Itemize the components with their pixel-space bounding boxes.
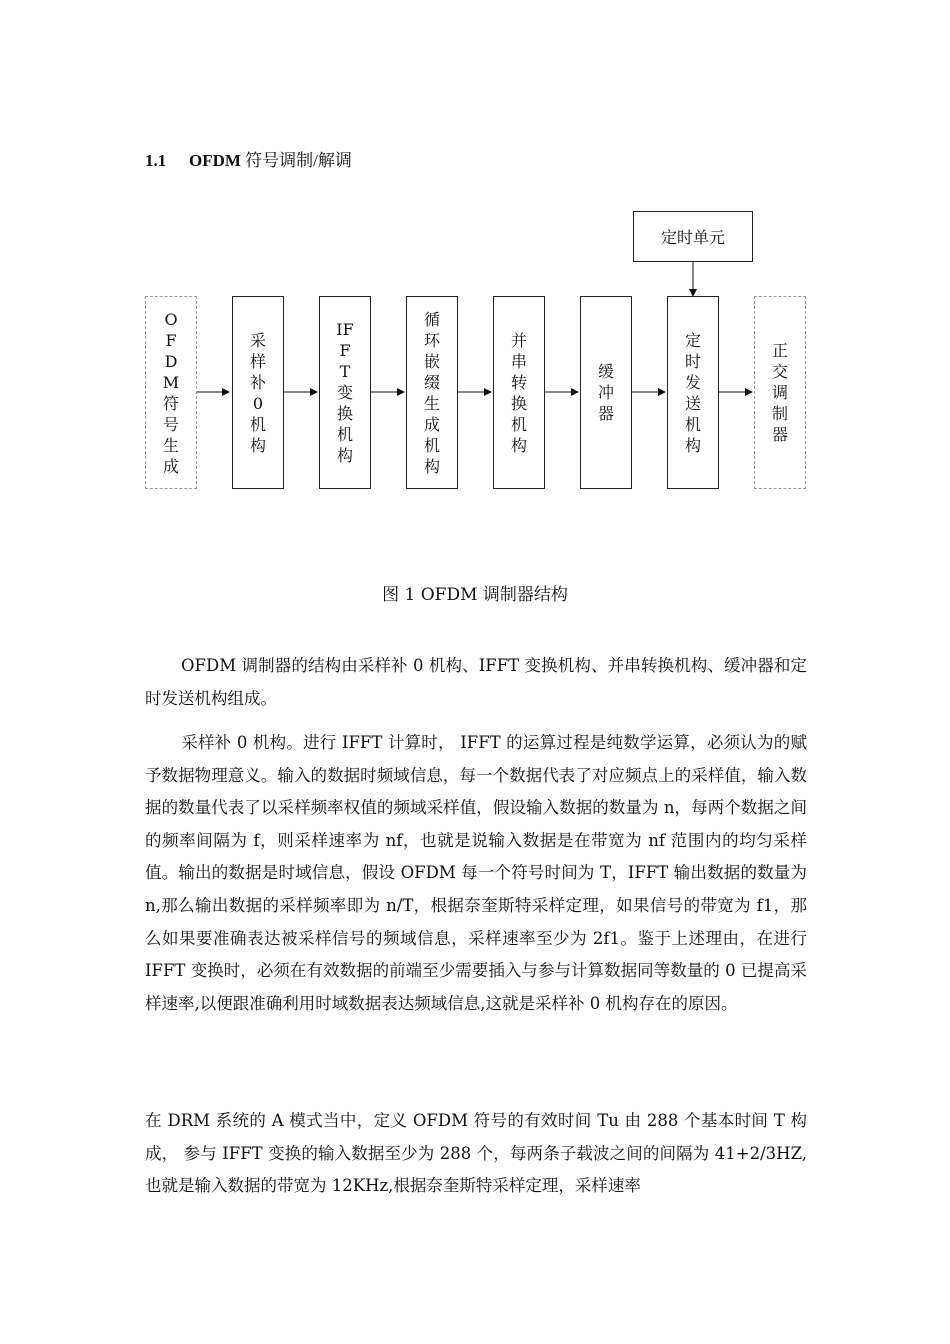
block-label: IFFT变换机构	[336, 320, 354, 465]
diagram-arrows	[0, 0, 950, 560]
block-parallel-serial	[493, 296, 545, 489]
block-quadrature-modulator	[754, 296, 806, 489]
block-label: 定时发送机构	[684, 330, 701, 455]
block-buffer	[580, 296, 632, 489]
paragraph-text: OFDM 调制器的结构由采样补 0 机构、IFFT 变换机构、并串转换机构、缓冲器和定时发送机构组成。	[145, 656, 807, 708]
section-title-bold: OFDM	[189, 151, 241, 170]
block-ofdm-symbol-gen	[145, 296, 197, 489]
paragraph-text: 采样补 0 机构。进行 IFFT 计算时， IFFT 的运算过程是纯数学运算，必须认为的赋予数据物理意义。输入的数据时频域信息，每一个数据代表了对应频点上的采样值，输入数据的数量代表了以采样频率权值的频域采样值，假设输入数据的数量为 n，每两个数据之间的频率间隔为 f，则采样速率为 nf，也就是说输入数据是在带宽为 nf 范围内的均匀采样值。输出的数据是时域信息，假设 OFDM 每一个符号时间为 T，IFFT 输出数据的数量为 n,那么输出数据的采样频率即为 n/T，根据奈奎斯特采样定理，如果信号的带宽为 f1，那么如果要准确表达被采样信号的频域信息，采样速率至少为 2f1。鉴于上述理由，在进行 IFFT 变换时，必须在有效数据的前端至少需要插入与参与计算数据同等数量的 0 已提高采样速率,以便跟准确利用时域数据表达频域信息,这就是采样补 0 机构存在的原因。	[145, 733, 807, 1013]
block-timed-send	[667, 296, 719, 489]
block-ifft	[319, 296, 371, 489]
paragraph-text: 在 DRM 系统的 A 模式当中，定义 OFDM 符号的有效时间 Tu 由 288 个基本时间 T 构成， 参与 IFFT 变换的输入数据至少为 288 个，每两条子载波之间的间隔为 41+2/3HZ, 也就是输入数据的带宽为 12KHz,根据奈奎斯特采样定理，采样速率	[145, 1111, 807, 1196]
block-label: 并串转换机构	[510, 330, 527, 455]
block-cyclic-prefix	[406, 296, 458, 489]
block-label: 缓冲器	[597, 362, 614, 423]
block-label: 循环嵌缀生成机构	[423, 309, 440, 476]
block-label: 采样补0机构	[249, 330, 266, 455]
block-zero-padding	[232, 296, 284, 489]
timing-unit-label: 定时单元	[660, 228, 725, 247]
figure-caption: 图 1 OFDM 调制器结构	[382, 585, 568, 605]
block-label: 正交调制器	[771, 341, 788, 444]
paragraph-2	[145, 727, 807, 1020]
paragraph-1	[145, 650, 807, 715]
ofdm-modulator-diagram	[0, 0, 950, 560]
section-number: 1.1	[145, 151, 167, 170]
block-label: OFDM符号生成	[162, 309, 180, 476]
paragraph-3	[145, 1105, 807, 1203]
timing-unit-box	[633, 211, 753, 262]
section-title-rest: 符号调制/解调	[240, 151, 352, 170]
